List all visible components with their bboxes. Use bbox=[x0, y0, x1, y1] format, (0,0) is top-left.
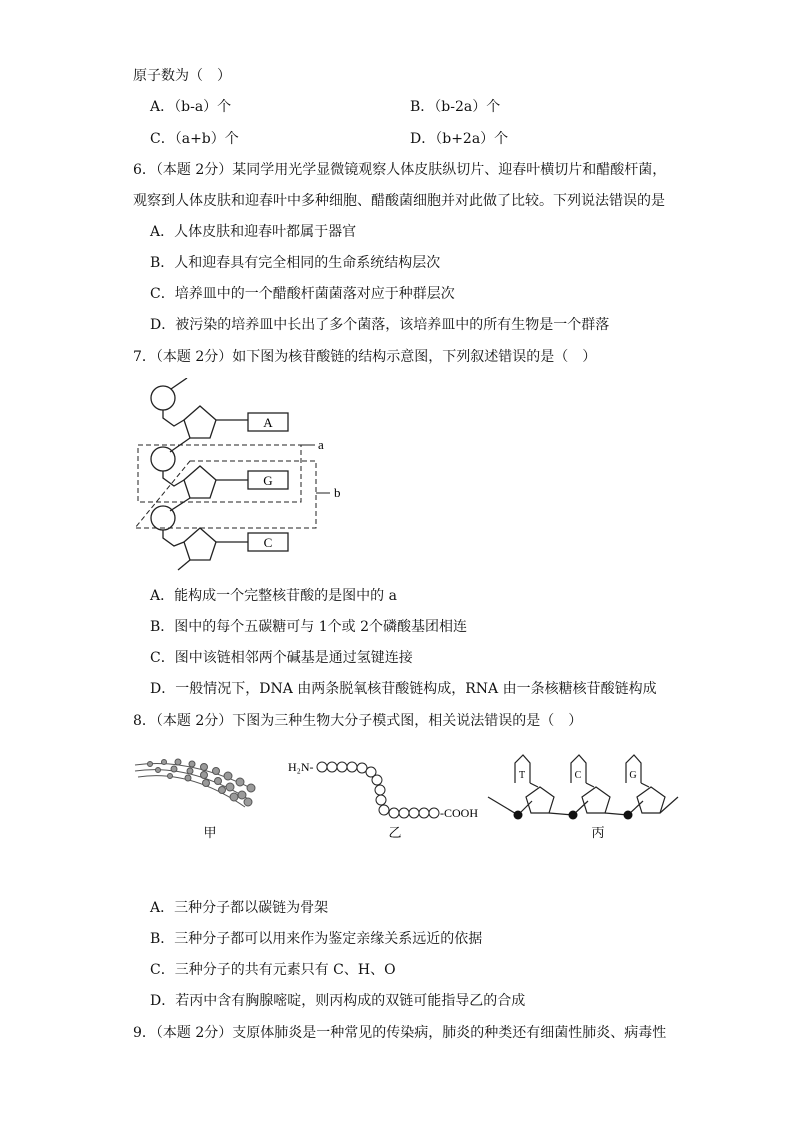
q6-option-d bbox=[150, 315, 609, 335]
region-label-a: a bbox=[318, 437, 324, 452]
q6-option-c bbox=[150, 284, 455, 304]
option-text: 图中的每个五碳糖可与 1个或 2个磷酸基团相连 bbox=[174, 619, 468, 635]
option-letter: C． bbox=[150, 286, 175, 302]
q5-option-b bbox=[410, 97, 500, 117]
amino-terminus-label: H₂N- bbox=[288, 760, 314, 774]
pentose-sugar bbox=[184, 406, 216, 438]
option-text: （b+2a）个 bbox=[435, 131, 509, 147]
option-text: 三种分子都可以用来作为鉴定亲缘关系远近的依据 bbox=[174, 931, 483, 947]
carboxyl-terminus-label: -COOH bbox=[440, 806, 479, 820]
caption-yi: 乙 bbox=[388, 825, 402, 840]
option-text: （b-2a）个 bbox=[434, 99, 501, 115]
option-letter: B． bbox=[150, 255, 175, 271]
base-label-c: C bbox=[574, 770, 582, 781]
q7-option-b bbox=[150, 617, 467, 637]
region-label-b: b bbox=[334, 485, 341, 500]
option-text: 能构成一个完整核苷酸的是图中的 a bbox=[174, 588, 397, 604]
option-letter: A． bbox=[150, 99, 175, 115]
q8-option-a bbox=[150, 898, 328, 918]
q7-option-a bbox=[150, 586, 397, 606]
base-label-g: G bbox=[263, 473, 273, 488]
option-text: 三种分子的共有元素只有 C、H、O bbox=[174, 962, 396, 978]
option-letter: B． bbox=[150, 619, 175, 635]
polysaccharide-strands bbox=[135, 759, 255, 807]
pentose-sugar bbox=[184, 466, 216, 498]
phosphate-dot bbox=[514, 811, 523, 820]
base-label-t: T bbox=[518, 770, 526, 781]
q5-option-a bbox=[150, 97, 231, 117]
q6-option-a bbox=[150, 222, 356, 242]
q8-option-d bbox=[150, 991, 525, 1011]
question-5-stem-tail: 原子数为（ ） bbox=[133, 68, 231, 84]
option-letter: D． bbox=[150, 993, 176, 1009]
option-text: 图中该链相邻两个碱基是通过氢键连接 bbox=[174, 650, 413, 666]
option-letter: B． bbox=[410, 99, 435, 115]
nucleotide-chain-figure bbox=[130, 378, 360, 578]
option-letter: D． bbox=[410, 131, 436, 147]
option-letter: A． bbox=[150, 588, 175, 604]
option-letter: C． bbox=[150, 650, 175, 666]
option-text: 培养皿中的一个醋酸杆菌菌落对应于种群层次 bbox=[174, 286, 455, 302]
caption-jia: 甲 bbox=[203, 825, 217, 840]
question-7-stem: 7．（本题 2分）如下图为核苷酸链的结构示意图，下列叙述错误的是（ ） bbox=[133, 349, 597, 365]
option-text: 被污染的培养皿中长出了多个菌落，该培养皿中的所有生物是一个群落 bbox=[175, 317, 610, 333]
option-text: （b-a）个 bbox=[174, 99, 232, 115]
q6-option-b bbox=[150, 253, 440, 273]
option-text: 若丙中含有胸腺嘧啶，则丙构成的双链可能指导乙的合成 bbox=[175, 993, 526, 1009]
q7-option-d bbox=[150, 679, 657, 699]
option-text: 人和迎春具有完全相同的生命系统结构层次 bbox=[174, 255, 441, 271]
caption-bing: 丙 bbox=[591, 825, 605, 840]
question-8-stem: 8．（本题 2分）下图为三种生物大分子模式图，相关说法错误的是（ ） bbox=[133, 713, 583, 729]
phosphate-dot bbox=[569, 811, 578, 820]
phosphate-dot bbox=[624, 811, 633, 820]
option-text: 一般情况下，DNA 由两条脱氧核苷酸链构成，RNA 由一条核糖核苷酸链构成 bbox=[175, 681, 657, 697]
option-text: 三种分子都以碳链为骨架 bbox=[174, 900, 329, 916]
pentose-sugar bbox=[184, 528, 216, 560]
option-text: （a+b）个 bbox=[174, 131, 239, 147]
base-label-c: C bbox=[263, 535, 273, 550]
option-text: 人体皮肤和迎春叶都属于器官 bbox=[174, 224, 357, 240]
macromolecule-figure bbox=[130, 745, 690, 845]
base-label-g: G bbox=[629, 770, 637, 781]
option-letter: B． bbox=[150, 931, 175, 947]
option-letter: C． bbox=[150, 131, 175, 147]
phosphate-circle bbox=[151, 386, 175, 410]
q8-option-b bbox=[150, 929, 482, 949]
q8-option-c bbox=[150, 960, 396, 980]
option-letter: A． bbox=[150, 224, 175, 240]
option-letter: D． bbox=[150, 681, 176, 697]
option-letter: D． bbox=[150, 317, 176, 333]
q5-option-c bbox=[150, 129, 239, 149]
q7-option-c bbox=[150, 648, 413, 668]
question-6-stem-line2: 观察到人体皮肤和迎春叶中多种细胞、醋酸菌细胞并对此做了比较。下列说法错误的是 bbox=[133, 193, 665, 209]
base-label-a: A bbox=[263, 415, 273, 430]
q5-option-d bbox=[410, 129, 508, 149]
option-letter: A． bbox=[150, 900, 175, 916]
question-6-stem-line1: 6．（本题 2分）某同学用光学显微镜观察人体皮肤纵切片、迎春叶横切片和醋酸杆菌， bbox=[133, 162, 667, 178]
amino-acid-chain bbox=[317, 762, 439, 818]
question-9-stem-line1: 9．（本题 2分）支原体肺炎是一种常见的传染病，肺炎的种类还有细菌性肺炎、病毒性 bbox=[133, 1025, 667, 1041]
nucleic-acid-chain bbox=[488, 755, 678, 815]
option-letter: C． bbox=[150, 962, 175, 978]
